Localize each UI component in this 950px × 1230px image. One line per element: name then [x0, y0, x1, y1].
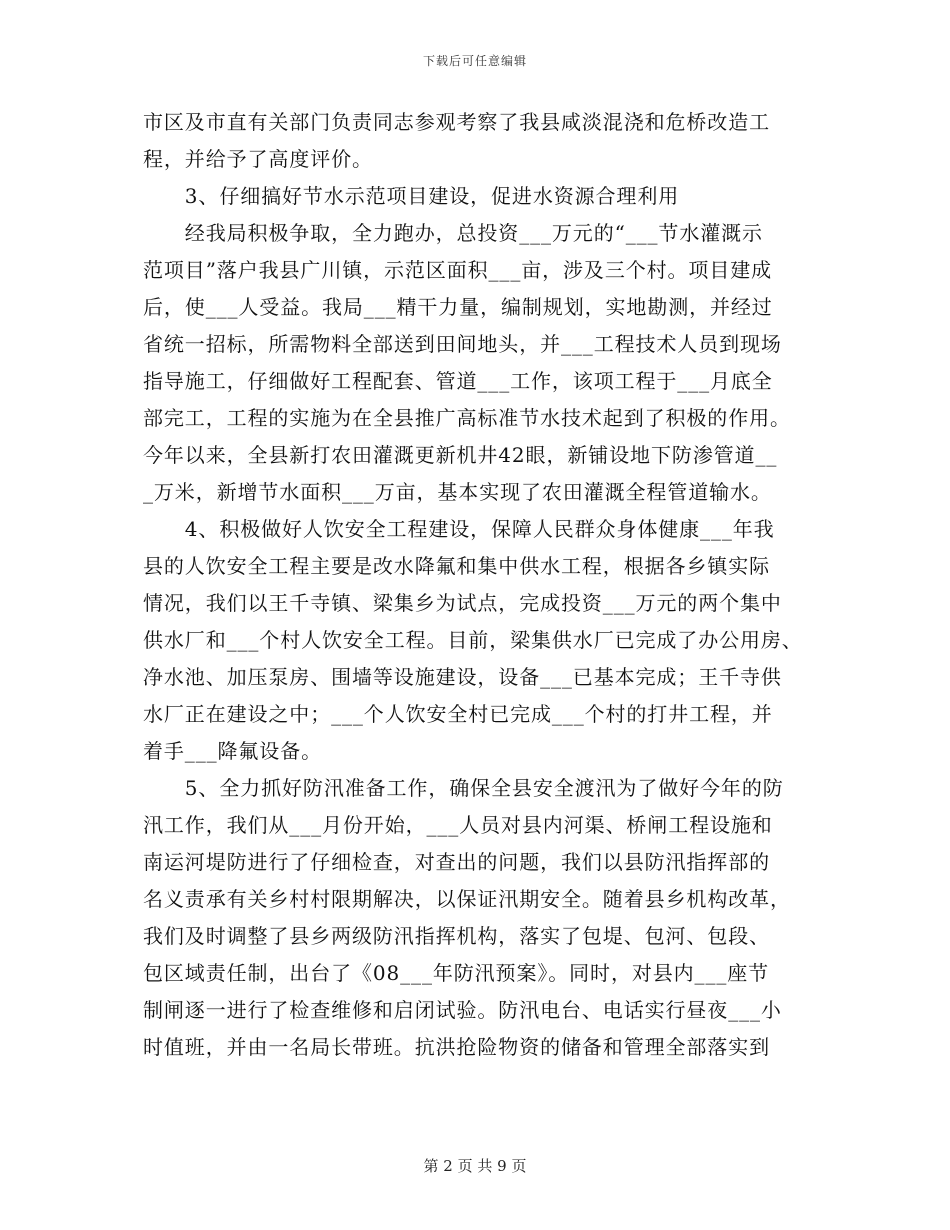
text-line: 后，使___人受益。我局___精干力量，编制规划，实地勘测，并经过: [143, 295, 773, 319]
text-line: 包区域责任制，出台了《08___年防汛预案》。同时，对县内___座节: [143, 961, 770, 985]
section-heading-3: 3、仔细搞好节水示范项目建设，促进水资源合理利用: [143, 184, 680, 208]
text-line: 今年以来，全县新打农田灌溉更新机井42眼，新铺设地下防渗管道__: [143, 443, 778, 467]
text-line: 制闸逐一进行了检查维修和启闭试验。防汛电台、电话实行昼夜___小: [143, 998, 782, 1022]
text-line: 县的人饮安全工程主要是改水降氟和集中供水工程，根据各乡镇实际: [143, 554, 770, 578]
text-line: 我们及时调整了县乡两级防汛指挥机构，落实了包堤、包河、包段、: [143, 924, 770, 948]
section-heading-5: 5、全力抓好防汛准备工作，确保全县安全渡汛为了做好今年的防: [143, 776, 784, 800]
page-footer: 第 2 页 共 9 页: [423, 1157, 527, 1175]
text-line: 着手___降氟设备。: [143, 739, 322, 763]
text-line: 汛工作，我们从___月份开始，___人员对县内河渠、桥闸工程设施和: [143, 813, 773, 837]
text-line: 时值班，并由一名局长带班。抗洪抢险物资的储备和管理全部落实到: [143, 1035, 770, 1059]
page-header: 下载后可任意编辑: [422, 54, 527, 68]
document-body: [143, 104, 803, 1066]
text-line: 程，并给予了高度评价。: [143, 147, 373, 171]
text-line: 南运河堤防进行了仔细检查，对查出的问题，我们以县防汛指挥部的: [143, 850, 770, 874]
text-line: _万米，新增节水面积___万亩，基本实现了农田灌溉全程管道输水。: [143, 480, 772, 504]
text-line: 经我局积极争取，全力跑办，总投资___万元的“___节水灌溉示: [143, 221, 763, 245]
text-line: 省统一招标，所需物料全部送到田间地头，并___工程技术人员到现场: [143, 332, 782, 356]
section-heading-4: 4、积极做好人饮安全工程建设，保障人民群众身体健康___年我: [143, 517, 775, 541]
text-line: 范项目”落户我县广川镇，示范区面积___亩，涉及三个村。项目建成: [143, 258, 773, 282]
text-line: 部完工，工程的实施为在全县推广高标准节水技术起到了积极的作用。: [143, 406, 791, 430]
text-line: 供水厂和___个村人饮安全工程。目前，梁集供水厂已完成了办公用房、: [143, 628, 803, 652]
text-line: 净水池、加压泵房、围墙等设施建设，设备___已基本完成；王千寺供: [143, 665, 782, 689]
text-line: 指导施工，仔细做好工程配套、管道___工作，该项工程于___月底全: [143, 369, 773, 393]
text-line: 市区及市直有关部门负责同志参观考察了我县咸淡混浇和危桥改造工: [143, 110, 770, 134]
text-line: 情况，我们以王千寺镇、梁集乡为试点，完成投资___万元的两个集中: [143, 591, 782, 615]
text-line: 水厂正在建设之中；___个人饮安全村已完成___个村的打井工程，并: [143, 702, 773, 726]
text-line: 名义责承有关乡村村限期解决，以保证汛期安全。随着县乡机构改革，: [143, 887, 791, 911]
